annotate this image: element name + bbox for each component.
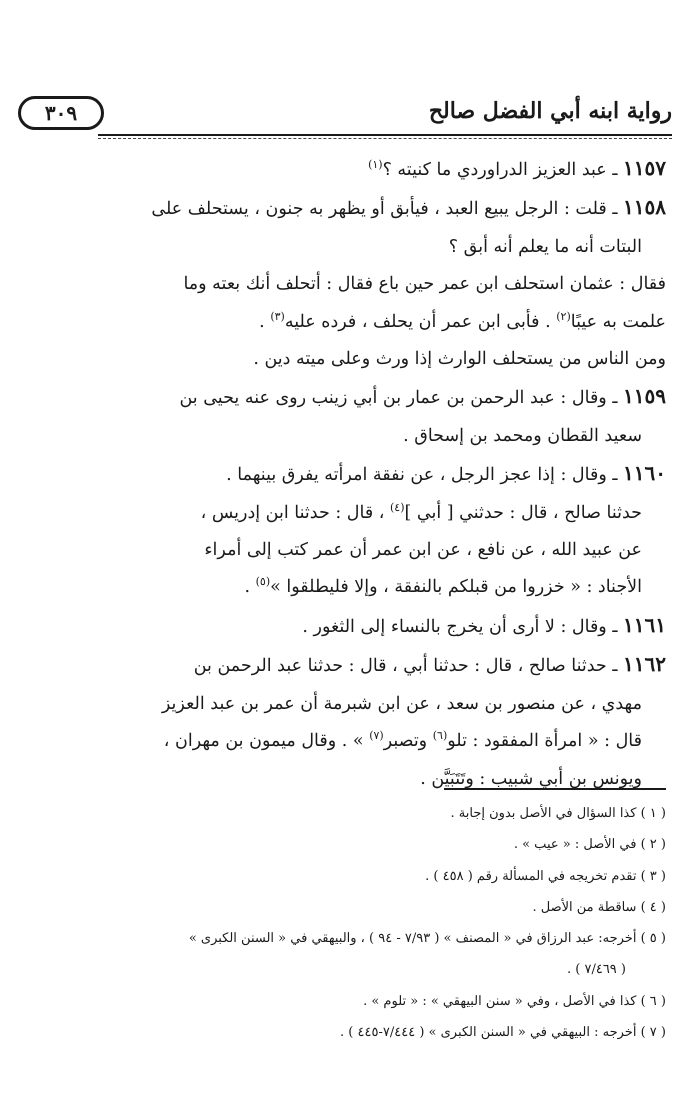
footnote-1: ( ١ ) كذا السؤال في الأصل بدون إجابة . (450, 806, 666, 821)
text-span: . (244, 577, 251, 598)
footnote-ref: (٦) (432, 729, 448, 743)
text-line (44, 495, 666, 532)
entry-number: ١١٥٩ (623, 384, 666, 409)
text-line: مهدي ، عن منصور بن سعد ، عن ابن شبرمة أن عمر بن عبد العزيز (161, 693, 642, 714)
text-span: حدثنا صالح ، قال : حدثني [ أبي ] (404, 502, 642, 523)
entry-number: ١١٥٨ (623, 195, 666, 220)
text-line: فقال : عثمان استحلف ابن عمر حين باع فقال : أتحلف أنك بعته وما (183, 274, 666, 295)
entry-1157: ١١٥٧ ـ عبد العزيز الدراوردي ما كنيته ؟$^{(١)}$ (368, 156, 666, 180)
entry-text: حدثنا صالح ، قال : حدثنا أبي ، قال : حدثنا عبد الرحمن بن (193, 656, 607, 677)
text-line (44, 304, 666, 341)
footnote-ref: (٥) (255, 575, 271, 589)
page-number: ٣٠٩ (18, 96, 104, 130)
text-line (44, 723, 666, 760)
text-line: سعيد القطان ومحمد بن إسحاق . (403, 425, 642, 446)
entry-1160: ١١٦٠ ـ وقال : إذا عجز الرجل ، عن نفقة امرأته يفرق بينهما . (226, 461, 666, 486)
footnote-ref: (٧) (369, 729, 384, 743)
footnote-5: ( ٥ ) أخرجه: عبد الرزاق في « المصنف » ( ٧/٩٣ - ٩٤ ) ، والبيهقي في « السنن الكبرى » (188, 931, 666, 947)
text-span: علمت به عيبًا (570, 311, 666, 332)
entry-text: وقال : لا أرى أن يخرج بالنساء إلى الثغور . (302, 616, 607, 637)
text-span: وتصبر (383, 731, 428, 752)
entry-text: قلت : الرجل يبيع العبد ، فيأبق أو يظهر به جنون ، يستحلف على (151, 199, 607, 220)
entry-1162: ١١٦٢ ـ حدثنا صالح ، قال : حدثنا أبي ، قال : حدثنا عبد الرحمن بن (193, 652, 666, 677)
footnote-ref: (٣) (270, 309, 285, 323)
text-span: قال : « امرأة المفقود : تلو (447, 731, 642, 752)
footnote-separator (444, 788, 666, 790)
page-header (18, 96, 672, 142)
entry-number: ١١٦١ (623, 612, 666, 637)
footnote-ref: (١) (368, 158, 383, 172)
entry-1158: ١١٥٨ ـ قلت : الرجل يبيع العبد ، فيأبق أو يظهر به جنون ، يستحلف على (151, 195, 666, 220)
header-rule-dashed (98, 138, 672, 139)
text-line: عن عبيد الله ، عن نافع ، عن ابن عمر أن عمر كتب إلى أمراء (204, 540, 642, 561)
main-text (44, 150, 666, 798)
footnote-4: ( ٤ ) ساقطة من الأصل . (532, 899, 666, 915)
footnotes (44, 798, 666, 1048)
text-line (44, 569, 666, 606)
text-span: . فأبى ابن عمر أن يحلف ، فرده عليه (284, 311, 551, 332)
entry-text: وقال : عبد الرحمن بن عمار بن أبي زينب روى عنه يحيى بن (179, 388, 607, 409)
text-line: البتات أنه ما يعلم أنه أبق ؟ (448, 236, 642, 257)
footnote-ref: (٢) (556, 309, 571, 323)
footnote-3: ( ٣ ) تقدم تخريجه في المسألة رقم ( ٤٥٨ ) . (425, 868, 666, 884)
entry-1159: ١١٥٩ ـ وقال : عبد الرحمن بن عمار بن أبي زينب روى عنه يحيى بن (179, 384, 666, 409)
entry-text: وقال : إذا عجز الرجل ، عن نفقة امرأته يفرق بينهما . (226, 465, 607, 486)
entry-number: ١١٥٧ (623, 156, 666, 180)
footnote-ref: (٤) (390, 500, 405, 514)
footnote-7: ( ٧ ) أخرجه : البيهقي في « السنن الكبرى » ( ٧/٤٤٤-٤٤٥ ) . (340, 1025, 666, 1041)
text-line: ويونس بن أبي شبيب : وتَتَبَيَّن . (420, 768, 642, 789)
text-span: » . وقال ميمون بن مهران ، (163, 731, 364, 752)
text-span: ، قال : حدثنا ابن إدريس ، (200, 502, 385, 523)
text-span: الأجناد : « خزروا من قبلكم بالنفقة ، وإلا فليطلقوا » (270, 577, 642, 598)
entry-number: ١١٦٠ (623, 461, 666, 486)
entry-1161: ١١٦١ ـ وقال : لا أرى أن يخرج بالنساء إلى الثغور . (302, 612, 666, 637)
footnote-2: ( ٢ ) في الأصل : « عيب » . (513, 837, 666, 853)
entry-text: عبد العزيز الدراوردي ما كنيته ؟ (382, 160, 607, 180)
entry-number: ١١٦٢ (623, 652, 666, 677)
footnote-6: ( ٦ ) كذا في الأصل ، وفي « سنن البيهقي » : « تلوم » . (363, 993, 666, 1009)
header-rule (98, 134, 672, 136)
running-title: رواية ابنه أبي الفضل صالح (428, 98, 672, 124)
text-line: ومن الناس من يستحلف الوارث إذا ورث وعلى ميته دين . (253, 349, 666, 370)
text-span: . (259, 311, 265, 332)
footnote-5-cont: ( ٧/٤٦٩ ) . (567, 962, 626, 978)
